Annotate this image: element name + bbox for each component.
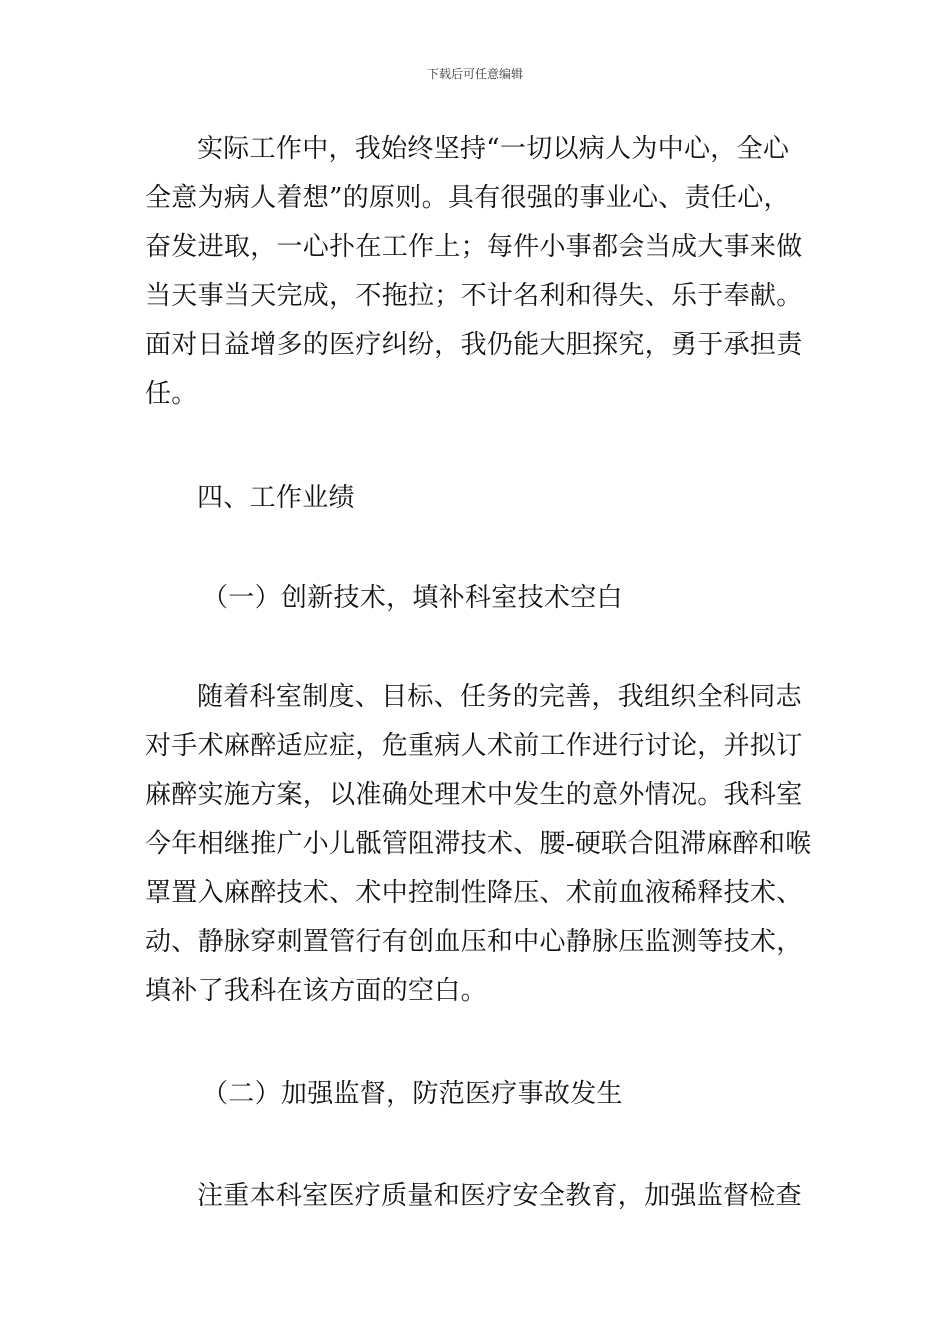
paragraph-line: 奋发进取，一心扑在工作上；每件小事都会当成大事来做 — [145, 232, 803, 262]
paragraph-line: 面对日益增多的医疗纠纷，我仍能大胆探究，勇于承担责 — [145, 330, 803, 360]
paragraph-line: 随着科室制度、目标、任务的完善，我组织全科同志 — [197, 682, 802, 712]
paragraph-innovation — [145, 673, 812, 1016]
paragraph-line: 当天事当天完成，不拖拉；不计名利和得失、乐于奉献。 — [145, 281, 803, 311]
paragraph-line: 动、静脉穿刺置管行有创血压和中心静脉压监测等技术， — [145, 927, 803, 957]
paragraph-line: 麻醉实施方案，以准确处理术中发生的意外情况。我科室 — [145, 780, 803, 810]
paragraph-work-attitude — [145, 125, 807, 419]
paragraph-line: 罩置入麻醉技术、术中控制性降压、术前血液稀释技术、 — [145, 878, 803, 908]
subheading-text: （二）加强监督，防范医疗事故发生 — [202, 1079, 623, 1109]
paragraph-line: 任。 — [145, 379, 198, 409]
paragraph-line: 实际工作中，我始终坚持“一切以病人为中心，全心 — [197, 134, 790, 164]
heading-text: 四、工作业绩 — [197, 483, 355, 513]
subheading-supervision — [145, 1070, 807, 1119]
paragraph-line: 对手术麻醉适应症，危重病人术前工作进行讨论，并拟订 — [145, 731, 803, 761]
section-heading-work-achievements — [145, 474, 807, 523]
paragraph-supervision — [145, 1172, 807, 1221]
paragraph-line: 今年相继推广小儿骶管阻滞技术、腰-硬联合阻滞麻醉和喉 — [145, 829, 812, 859]
subheading-text: （一）创新技术，填补科室技术空白 — [202, 583, 623, 613]
paragraph-line: 注重本科室医疗质量和医疗安全教育，加强监督检查 — [197, 1181, 802, 1211]
paragraph-line: 全意为病人着想”的原则。具有很强的事业心、责任心， — [145, 183, 790, 213]
paragraph-line: 填补了我科在该方面的空白。 — [145, 976, 487, 1006]
page-header: 下载后可任意编辑 — [426, 67, 523, 81]
subheading-innovation — [145, 574, 807, 623]
